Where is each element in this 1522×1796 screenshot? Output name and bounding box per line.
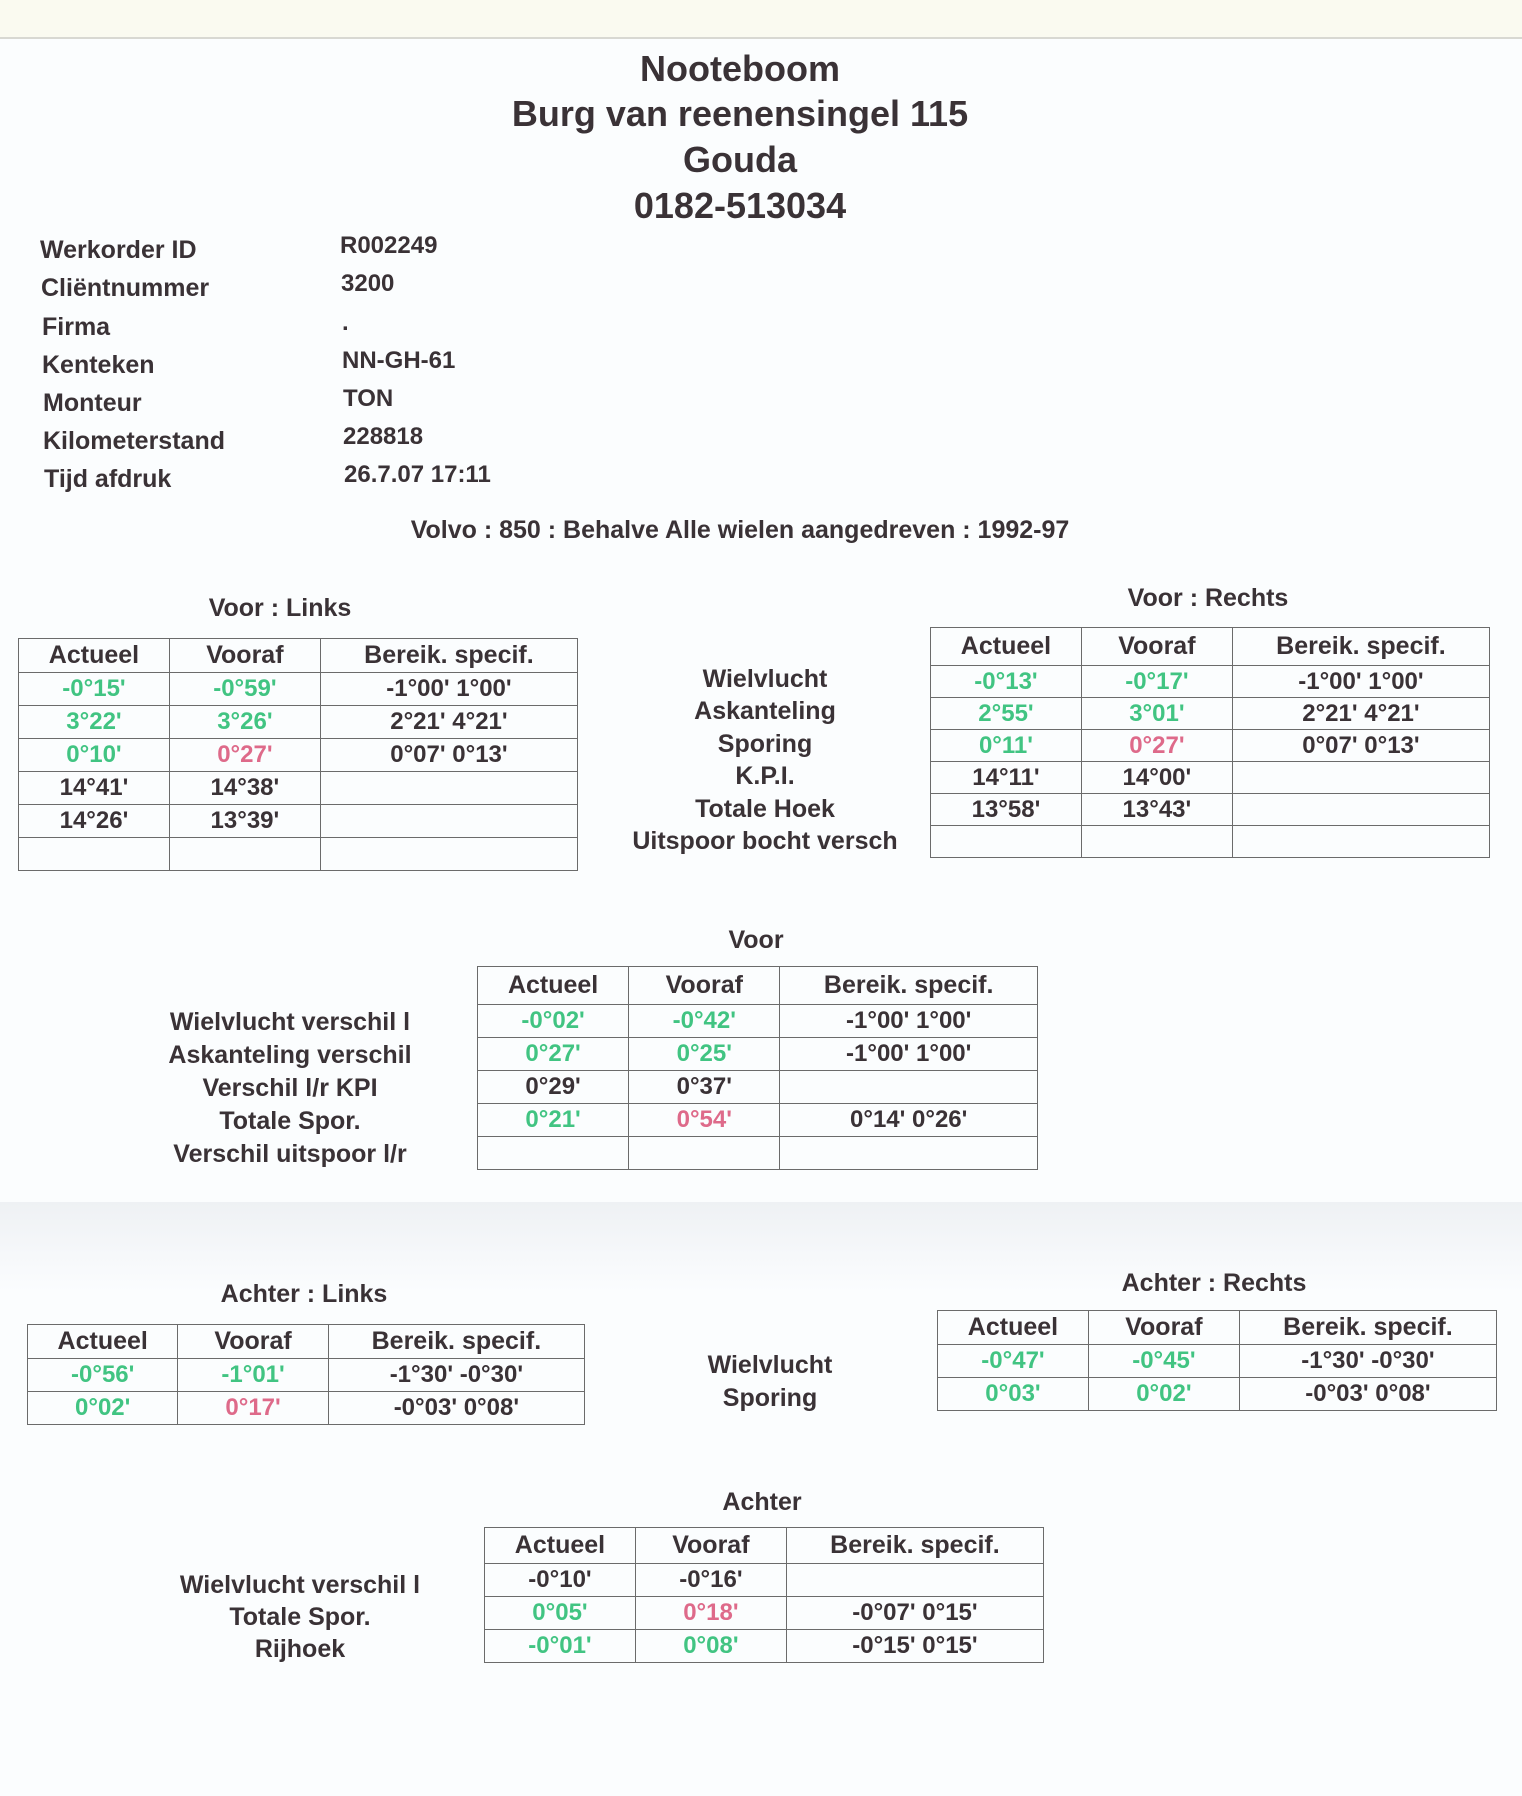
before-cell [629, 1137, 780, 1170]
spec-cell: -0°07' 0°15' [786, 1597, 1043, 1630]
actual-cell: 0°02' [28, 1392, 178, 1425]
column-header-vooraf: Vooraf [178, 1325, 328, 1359]
front-left-table [18, 638, 578, 871]
actual-cell: 0°05' [485, 1597, 636, 1630]
row-label: Wielvlucht verschil l [169, 1008, 411, 1036]
company-phone: 0182-513034 [633, 185, 847, 226]
spec-cell: -1°30' -0°30' [328, 1359, 584, 1392]
before-cell: -0°17' [1081, 666, 1232, 698]
before-cell: 0°02' [1088, 1378, 1239, 1411]
table-header-row [28, 1325, 585, 1359]
info-label: Monteur [43, 389, 142, 417]
before-cell: 0°18' [635, 1597, 786, 1630]
table-row [19, 772, 578, 805]
column-header-vooraf: Vooraf [1088, 1311, 1239, 1345]
info-value: . [342, 309, 349, 336]
before-cell: 0°17' [178, 1392, 328, 1425]
actual-cell: -0°10' [485, 1564, 636, 1597]
before-cell: 13°43' [1081, 794, 1232, 826]
before-cell: 3°26' [169, 706, 320, 739]
column-header-actueel: Actueel [28, 1325, 178, 1359]
spec-cell: -0°15' 0°15' [786, 1630, 1043, 1663]
rear-right-table [937, 1310, 1497, 1411]
table-row [931, 730, 1490, 762]
vehicle-description: Volvo : 850 : Behalve Alle wielen aangedreven : 1992-97 [410, 516, 1070, 544]
before-cell: -0°45' [1088, 1345, 1239, 1378]
actual-cell: 13°58' [931, 794, 1082, 826]
table-row [931, 666, 1490, 698]
info-value: 228818 [343, 423, 424, 450]
spec-cell: -1°00' 1°00' [1232, 666, 1489, 698]
actual-cell: 2°55' [931, 698, 1082, 730]
actual-cell [931, 826, 1082, 858]
front-axle-title: Voor [728, 926, 784, 954]
spec-cell [320, 805, 577, 838]
table-header-row [931, 628, 1490, 666]
actual-cell: -0°56' [28, 1359, 178, 1392]
before-cell: -0°42' [629, 1005, 780, 1038]
column-header-bereik-specif: Bereik. specif. [786, 1528, 1043, 1564]
row-label: Wielvlucht [702, 665, 828, 693]
before-cell [1081, 826, 1232, 858]
spec-cell: 0°07' 0°13' [320, 739, 577, 772]
rear-axle-table [484, 1527, 1044, 1663]
column-header-actueel: Actueel [938, 1311, 1089, 1345]
row-label: Sporing [722, 1384, 818, 1412]
table-header-row [485, 1528, 1044, 1564]
info-label: Kenteken [42, 351, 155, 379]
spec-cell: -0°03' 0°08' [1239, 1378, 1496, 1411]
before-cell: 0°08' [635, 1630, 786, 1663]
table-row [19, 739, 578, 772]
row-label: Wielvlucht [707, 1351, 833, 1379]
column-header-bereik-specif: Bereik. specif. [320, 639, 577, 673]
table-row [478, 1104, 1038, 1137]
actual-cell [19, 838, 170, 871]
table-row [485, 1564, 1044, 1597]
table-row [485, 1630, 1044, 1663]
table-row [485, 1597, 1044, 1630]
actual-cell [478, 1137, 629, 1170]
before-cell: 13°39' [169, 805, 320, 838]
row-label: Rijhoek [254, 1635, 346, 1663]
column-header-actueel: Actueel [931, 628, 1082, 666]
before-cell: 0°25' [629, 1038, 780, 1071]
spec-cell: 2°21' 4°21' [320, 706, 577, 739]
actual-cell: 0°03' [938, 1378, 1089, 1411]
row-label: Sporing [717, 730, 813, 758]
actual-cell: -0°01' [485, 1630, 636, 1663]
column-header-bereik-specif: Bereik. specif. [780, 967, 1038, 1005]
row-label: Askanteling [694, 697, 836, 725]
row-label: Totale Spor. [219, 1107, 361, 1135]
table-row [19, 673, 578, 706]
actual-cell: 0°29' [478, 1071, 629, 1104]
spec-cell: -1°00' 1°00' [780, 1038, 1038, 1071]
spec-cell [320, 838, 577, 871]
before-cell: 0°27' [169, 739, 320, 772]
actual-cell: 0°27' [478, 1038, 629, 1071]
spec-cell: 0°07' 0°13' [1232, 730, 1489, 762]
front-axle-table [477, 966, 1038, 1170]
table-row [931, 762, 1490, 794]
spec-cell [320, 772, 577, 805]
column-header-actueel: Actueel [485, 1528, 636, 1564]
front-right-table [930, 627, 1490, 858]
table-header-row [478, 967, 1038, 1005]
row-label: Verschil uitspoor l/r [173, 1140, 407, 1168]
column-header-vooraf: Vooraf [629, 967, 780, 1005]
rear-left-table [27, 1324, 585, 1425]
table-row [19, 838, 578, 871]
actual-cell: -0°02' [478, 1005, 629, 1038]
info-label: Tijd afdruk [44, 465, 172, 493]
info-value: R002249 [340, 232, 438, 259]
spec-cell: -1°00' 1°00' [320, 673, 577, 706]
actual-cell: 0°21' [478, 1104, 629, 1137]
before-cell: 14°38' [169, 772, 320, 805]
table-header-row [938, 1311, 1497, 1345]
info-value: 26.7.07 17:11 [344, 461, 491, 488]
scan-top-band [0, 0, 1522, 39]
row-label: Verschil l/r KPI [202, 1074, 378, 1102]
before-cell: 0°27' [1081, 730, 1232, 762]
table-row [28, 1359, 585, 1392]
spec-cell: -0°03' 0°08' [328, 1392, 584, 1425]
info-value: NN-GH-61 [342, 347, 456, 374]
table-header-row [19, 639, 578, 673]
before-cell: 14°00' [1081, 762, 1232, 794]
actual-cell: 14°11' [931, 762, 1082, 794]
company-address: Burg van reenensingel 115 [511, 93, 969, 134]
spec-cell: 2°21' 4°21' [1232, 698, 1489, 730]
row-label: Askanteling verschil [168, 1041, 412, 1069]
column-header-bereik-specif: Bereik. specif. [328, 1325, 584, 1359]
table-row [938, 1378, 1497, 1411]
before-cell: -0°16' [635, 1564, 786, 1597]
table-row [19, 805, 578, 838]
column-header-vooraf: Vooraf [169, 639, 320, 673]
info-label: Cliëntnummer [41, 274, 210, 302]
table-row [478, 1071, 1038, 1104]
actual-cell: 0°11' [931, 730, 1082, 762]
table-row [938, 1345, 1497, 1378]
front-right-title: Voor : Rechts [1127, 584, 1289, 612]
company-city: Gouda [683, 139, 797, 180]
actual-cell: 14°26' [19, 805, 170, 838]
info-label: Firma [42, 313, 111, 341]
row-label: K.P.I. [735, 762, 795, 790]
before-cell: -0°59' [169, 673, 320, 706]
row-label: Wielvlucht verschil l [179, 1571, 421, 1599]
actual-cell: 0°10' [19, 739, 170, 772]
before-cell: 0°54' [629, 1104, 780, 1137]
actual-cell: 3°22' [19, 706, 170, 739]
before-cell: 3°01' [1081, 698, 1232, 730]
table-row [478, 1005, 1038, 1038]
spec-cell: -1°30' -0°30' [1239, 1345, 1496, 1378]
spec-cell [780, 1137, 1038, 1170]
column-header-vooraf: Vooraf [1081, 628, 1232, 666]
info-label: Werkorder ID [40, 236, 197, 264]
table-row [19, 706, 578, 739]
table-row [931, 794, 1490, 826]
row-label: Totale Hoek [695, 795, 835, 823]
actual-cell: -0°13' [931, 666, 1082, 698]
info-value: TON [343, 385, 394, 412]
table-row [931, 826, 1490, 858]
spec-cell [786, 1564, 1043, 1597]
row-label: Totale Spor. [229, 1603, 371, 1631]
spec-cell [1232, 794, 1489, 826]
spec-cell [780, 1071, 1038, 1104]
column-header-bereik-specif: Bereik. specif. [1239, 1311, 1496, 1345]
rear-axle-title: Achter [722, 1488, 802, 1516]
column-header-actueel: Actueel [478, 967, 629, 1005]
actual-cell: -0°15' [19, 673, 170, 706]
column-header-vooraf: Vooraf [635, 1528, 786, 1564]
table-row [478, 1137, 1038, 1170]
spec-cell: 0°14' 0°26' [780, 1104, 1038, 1137]
info-label: Kilometerstand [43, 427, 225, 455]
info-value: 3200 [341, 270, 395, 297]
actual-cell: 14°41' [19, 772, 170, 805]
before-cell: 0°37' [629, 1071, 780, 1104]
table-row [478, 1038, 1038, 1071]
before-cell: -1°01' [178, 1359, 328, 1392]
spec-cell [1232, 762, 1489, 794]
rear-right-title: Achter : Rechts [1121, 1269, 1307, 1297]
spec-cell: -1°00' 1°00' [780, 1005, 1038, 1038]
column-header-bereik-specif: Bereik. specif. [1232, 628, 1489, 666]
actual-cell: -0°47' [938, 1345, 1089, 1378]
company-name: Nooteboom [640, 48, 840, 89]
table-row [28, 1392, 585, 1425]
before-cell [169, 838, 320, 871]
rear-left-title: Achter : Links [220, 1280, 388, 1308]
front-left-title: Voor : Links [208, 594, 352, 622]
table-row [931, 698, 1490, 730]
column-header-actueel: Actueel [19, 639, 170, 673]
spec-cell [1232, 826, 1489, 858]
row-label: Uitspoor bocht versch [632, 827, 898, 855]
